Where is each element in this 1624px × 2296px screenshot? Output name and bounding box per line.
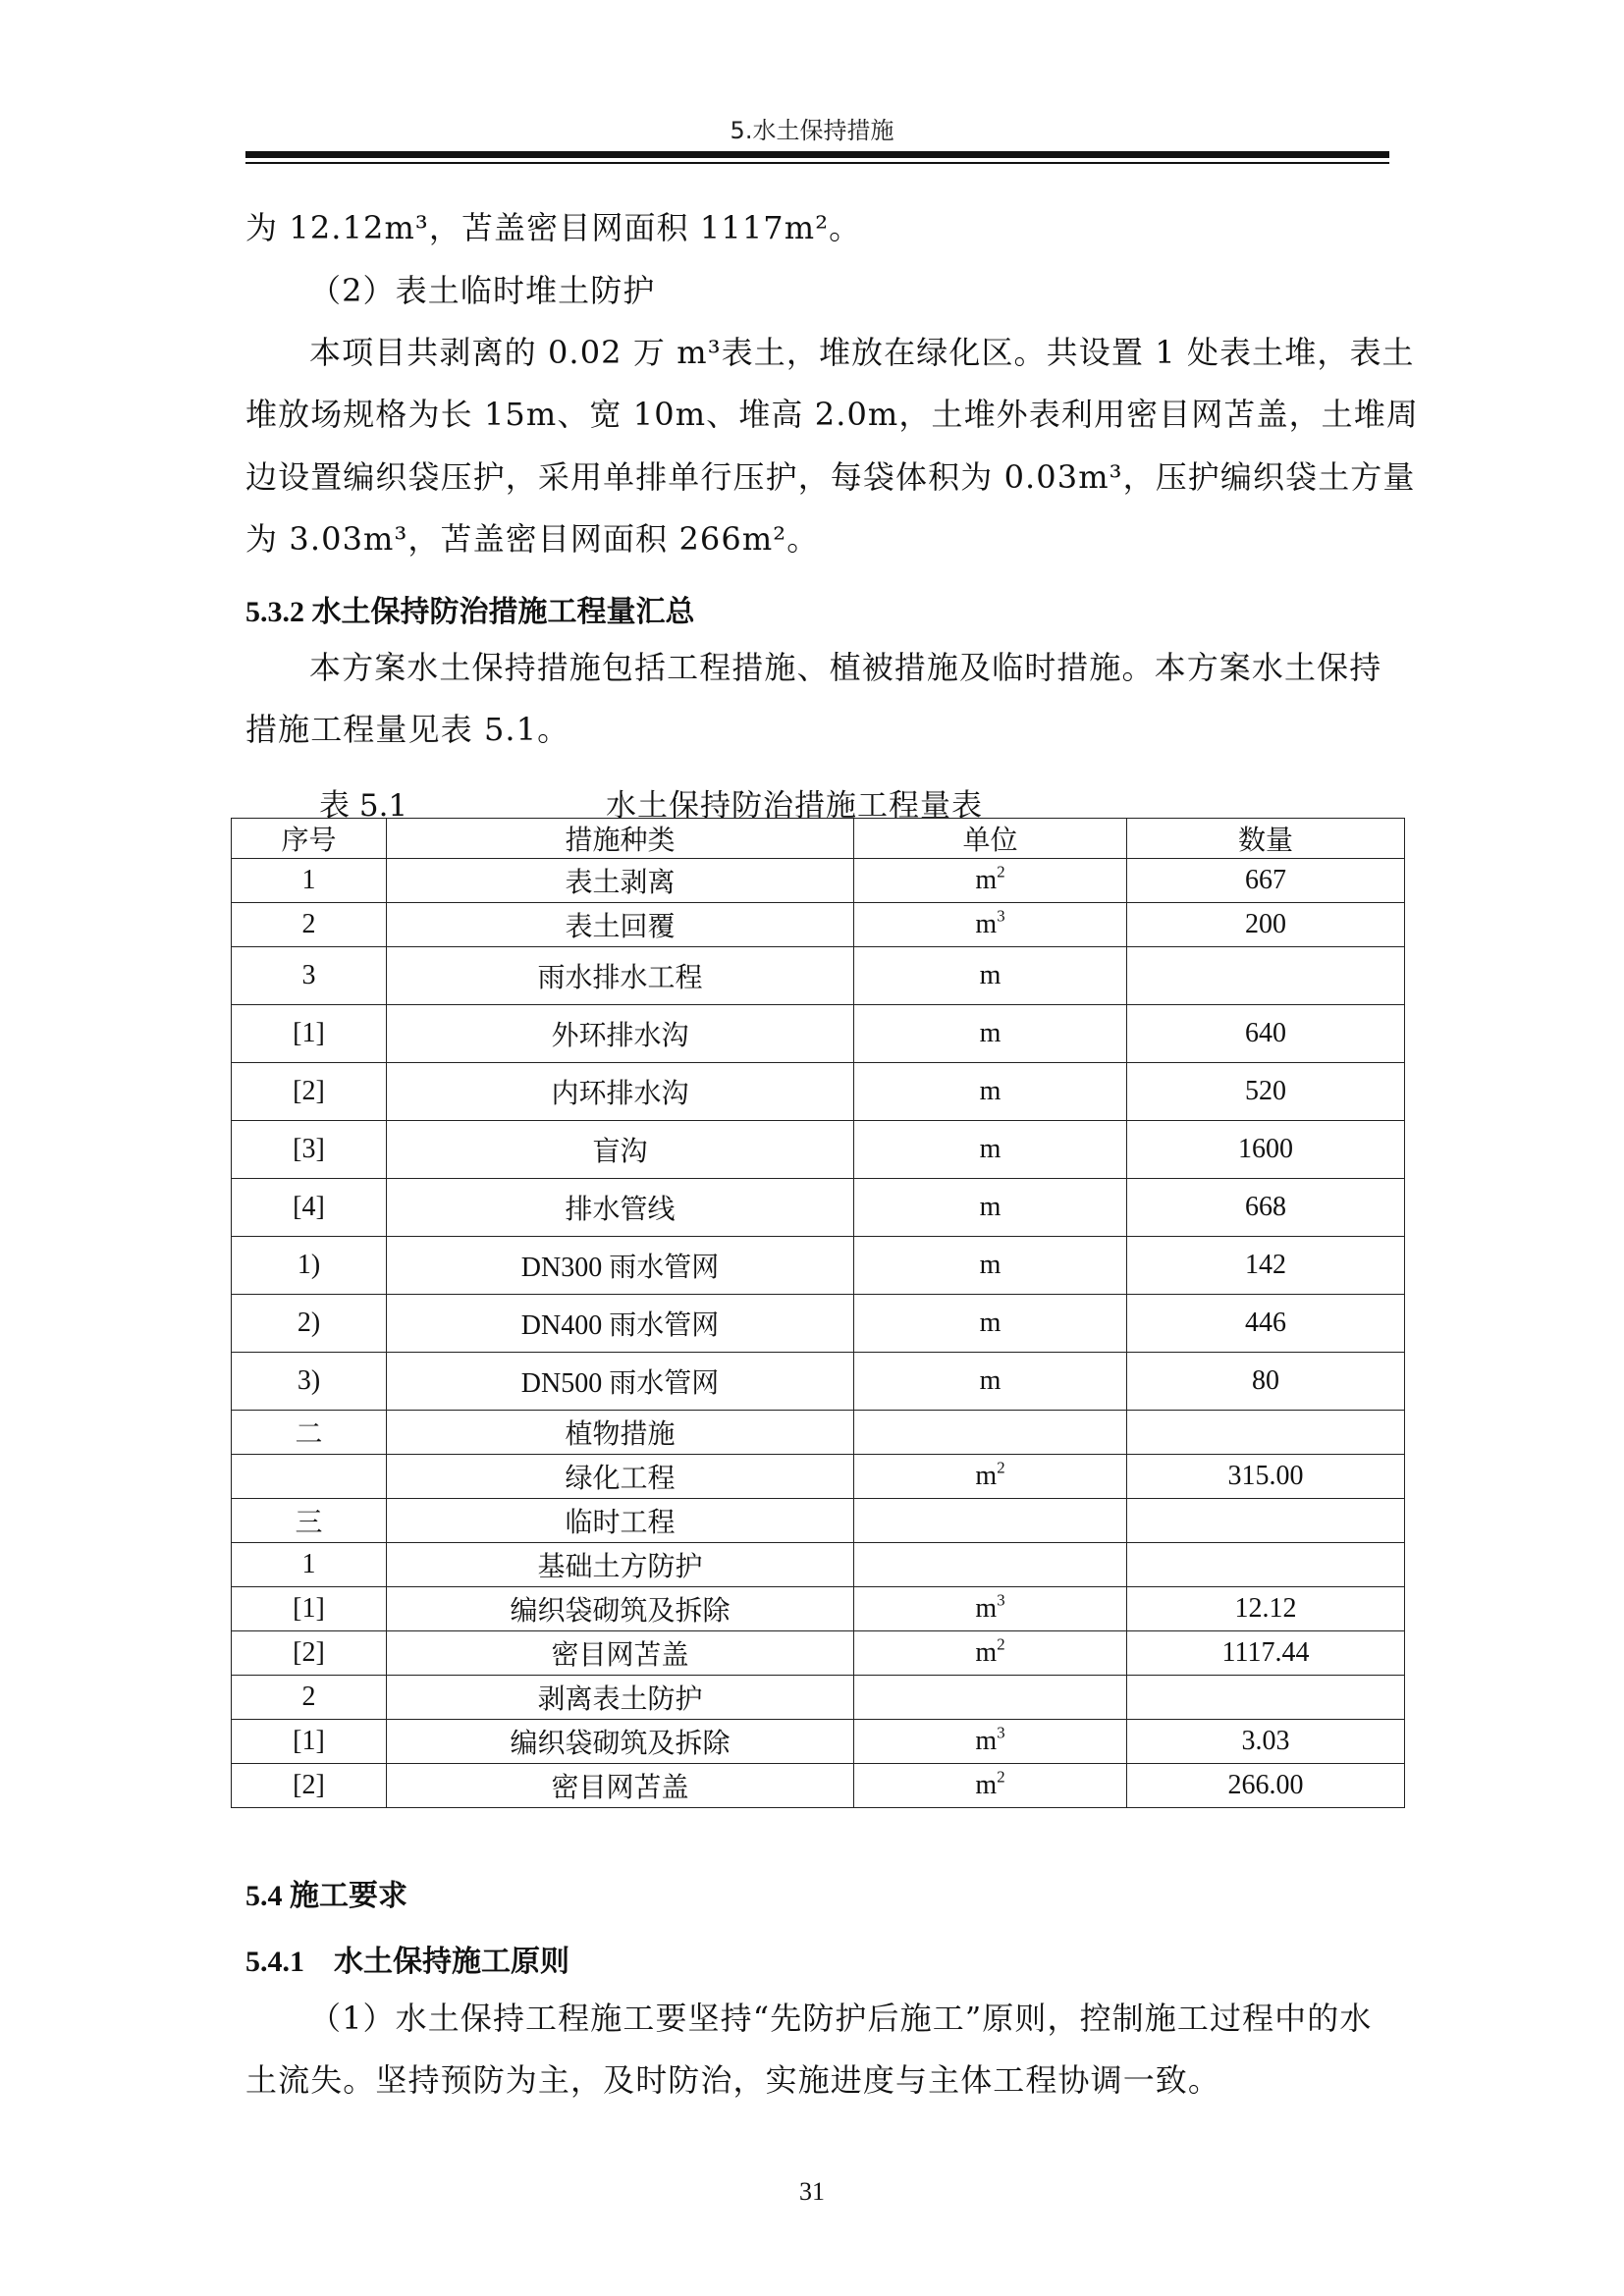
cell-quantity (1127, 1499, 1405, 1543)
cell-quantity: 3.03 (1127, 1720, 1405, 1764)
table-row (232, 1543, 1405, 1587)
cell-measure: 密目网苫盖 (387, 1764, 854, 1808)
table-row (232, 1411, 1405, 1455)
unit-exponent: 3 (997, 1723, 1005, 1742)
cell-unit (854, 1587, 1127, 1631)
cell-number: [2] (232, 1764, 387, 1808)
cell-unit (854, 1353, 1127, 1411)
cell-number: [4] (232, 1179, 387, 1237)
cell-quantity: 1600 (1127, 1121, 1405, 1179)
cell-measure: 雨水排水工程 (387, 947, 854, 1005)
cell-quantity: 200 (1127, 903, 1405, 947)
paragraph-line: 本项目共剥离的 0.02 万 m³表土，堆放在绿化区。共设置 1 处表土堆，表土 (309, 334, 1415, 371)
cell-number: 2) (232, 1295, 387, 1353)
cell-unit (854, 947, 1127, 1005)
cell-measure: 排水管线 (387, 1179, 854, 1237)
cell-unit (854, 1631, 1127, 1676)
cell-number: 1 (232, 859, 387, 903)
cell-measure: 绿化工程 (387, 1455, 854, 1499)
cell-measure: DN300 雨水管网 (387, 1237, 854, 1295)
table-row (232, 1676, 1405, 1720)
cell-unit (854, 1411, 1127, 1455)
cell-number (232, 1455, 387, 1499)
table-row (232, 1063, 1405, 1121)
table-row (232, 1455, 1405, 1499)
table-caption-number: 表 5.1 (319, 788, 408, 824)
cell-quantity: 1117.44 (1127, 1631, 1405, 1676)
paragraph-line: 为 12.12m³，苫盖密目网面积 1117m²。 (245, 209, 862, 246)
cell-unit (854, 1764, 1127, 1808)
unit-text: m (979, 1365, 1001, 1396)
cell-number: [3] (232, 1121, 387, 1179)
cell-unit (854, 1063, 1127, 1121)
cell-measure: 表土剥离 (387, 859, 854, 903)
cell-unit (854, 1005, 1127, 1063)
cell-unit (854, 1455, 1127, 1499)
cell-unit (854, 1179, 1127, 1237)
unit-exponent: 2 (997, 1458, 1005, 1477)
cell-quantity (1127, 1676, 1405, 1720)
table-row (232, 1353, 1405, 1411)
cell-quantity: 640 (1127, 1005, 1405, 1063)
cell-quantity: 12.12 (1127, 1587, 1405, 1631)
cell-number: 1 (232, 1543, 387, 1587)
unit-text: m (979, 1018, 1001, 1048)
cell-number: [1] (232, 1587, 387, 1631)
table-row (232, 1237, 1405, 1295)
cell-measure: 内环排水沟 (387, 1063, 854, 1121)
cell-unit (854, 1676, 1127, 1720)
unit-text: m (975, 865, 998, 895)
cell-number: 1) (232, 1237, 387, 1295)
cell-measure: 临时工程 (387, 1499, 854, 1543)
unit-text: m (975, 1461, 998, 1491)
measures-quantity-table (231, 818, 1405, 1808)
cell-unit (854, 1237, 1127, 1295)
cell-unit (854, 1720, 1127, 1764)
unit-exponent: 2 (997, 1634, 1005, 1654)
header-rule-thick (245, 151, 1389, 158)
paragraph-line: 边设置编织袋压护，采用单排单行压护，每袋体积为 0.03m³，压护编织袋土方量 (245, 458, 1416, 496)
header-rule-thin (245, 162, 1389, 164)
unit-exponent: 3 (997, 1590, 1005, 1610)
table-row (232, 859, 1405, 903)
table-row (232, 1499, 1405, 1543)
table-row (232, 1764, 1405, 1808)
cell-measure: 编织袋砌筑及拆除 (387, 1720, 854, 1764)
paragraph-line: （1）水土保持工程施工要坚持“先防护后施工”原则，控制施工过程中的水 (309, 2000, 1373, 2037)
cell-unit (854, 859, 1127, 903)
header-cell: 数量 (1127, 819, 1405, 859)
paragraph-line: 为 3.03m³，苫盖密目网面积 266m²。 (245, 520, 820, 558)
unit-text: m (979, 1192, 1001, 1222)
table-row (232, 1720, 1405, 1764)
cell-measure: DN400 雨水管网 (387, 1295, 854, 1353)
cell-quantity: 80 (1127, 1353, 1405, 1411)
cell-measure: DN500 雨水管网 (387, 1353, 854, 1411)
cell-quantity (1127, 1543, 1405, 1587)
cell-number: [1] (232, 1005, 387, 1063)
cell-number: 二 (232, 1411, 387, 1455)
unit-text: m (979, 1076, 1001, 1106)
cell-number: [1] (232, 1720, 387, 1764)
header-cell: 单位 (854, 819, 1127, 859)
cell-quantity (1127, 947, 1405, 1005)
unit-text: m (979, 1250, 1001, 1280)
paragraph-line: 土流失。坚持预防为主，及时防治，实施进度与主体工程协调一致。 (245, 2061, 1221, 2099)
unit-exponent: 2 (997, 862, 1005, 881)
unit-text: m (975, 1770, 998, 1800)
running-header: 5.水土保持措施 (730, 117, 894, 144)
unit-text: m (979, 1134, 1001, 1164)
table-row (232, 1295, 1405, 1353)
table-row (232, 1121, 1405, 1179)
table-header-row (232, 819, 1405, 859)
cell-quantity: 520 (1127, 1063, 1405, 1121)
unit-exponent: 3 (997, 906, 1005, 926)
unit-text: m (975, 1726, 998, 1756)
cell-unit (854, 1121, 1127, 1179)
cell-measure: 编织袋砌筑及拆除 (387, 1587, 854, 1631)
unit-text: m (975, 1637, 998, 1668)
paragraph-line: 本方案水土保持措施包括工程措施、植被措施及临时措施。本方案水土保持 (309, 649, 1382, 686)
cell-quantity: 668 (1127, 1179, 1405, 1237)
cell-quantity: 446 (1127, 1295, 1405, 1353)
cell-quantity: 266.00 (1127, 1764, 1405, 1808)
cell-unit (854, 1543, 1127, 1587)
cell-unit (854, 1295, 1127, 1353)
table-body (232, 859, 1405, 1808)
cell-number: [2] (232, 1631, 387, 1676)
unit-text: m (975, 909, 998, 939)
header-cell: 序号 (232, 819, 387, 859)
table-row (232, 903, 1405, 947)
section-heading-5-4: 5.4 施工要求 (245, 1880, 407, 1912)
subsection-title: （2）表土临时堆土防护 (309, 272, 656, 309)
cell-measure: 表土回覆 (387, 903, 854, 947)
table-row (232, 947, 1405, 1005)
cell-number: 2 (232, 903, 387, 947)
cell-measure: 基础土方防护 (387, 1543, 854, 1587)
table-row (232, 1005, 1405, 1063)
paragraph-line: 措施工程量见表 5.1。 (245, 711, 570, 748)
cell-number: 三 (232, 1499, 387, 1543)
cell-measure: 外环排水沟 (387, 1005, 854, 1063)
cell-quantity: 315.00 (1127, 1455, 1405, 1499)
cell-unit (854, 1499, 1127, 1543)
table-row (232, 1179, 1405, 1237)
page-number: 31 (799, 2177, 825, 2206)
unit-text: m (979, 960, 1001, 990)
cell-number: 3) (232, 1353, 387, 1411)
table-row (232, 1587, 1405, 1631)
table-row (232, 1631, 1405, 1676)
unit-exponent: 2 (997, 1767, 1005, 1787)
cell-number: [2] (232, 1063, 387, 1121)
cell-measure: 植物措施 (387, 1411, 854, 1455)
cell-unit (854, 903, 1127, 947)
section-heading-5-3-2: 5.3.2 水土保持防治措施工程量汇总 (245, 596, 695, 628)
unit-text: m (975, 1593, 998, 1624)
cell-quantity: 142 (1127, 1237, 1405, 1295)
cell-measure: 密目网苫盖 (387, 1631, 854, 1676)
cell-number: 2 (232, 1676, 387, 1720)
unit-text: m (979, 1308, 1001, 1338)
cell-quantity: 667 (1127, 859, 1405, 903)
cell-measure: 盲沟 (387, 1121, 854, 1179)
table-caption-title: 水土保持防治措施工程量表 (606, 788, 983, 824)
header-cell: 措施种类 (387, 819, 854, 859)
section-heading-5-4-1: 5.4.1 水土保持施工原则 (245, 1946, 569, 1978)
cell-quantity (1127, 1411, 1405, 1455)
paragraph-line: 堆放场规格为长 15m、宽 10m、堆高 2.0m，土堆外表利用密目网苫盖，土堆周 (245, 396, 1419, 433)
cell-measure: 剥离表土防护 (387, 1676, 854, 1720)
cell-number: 3 (232, 947, 387, 1005)
